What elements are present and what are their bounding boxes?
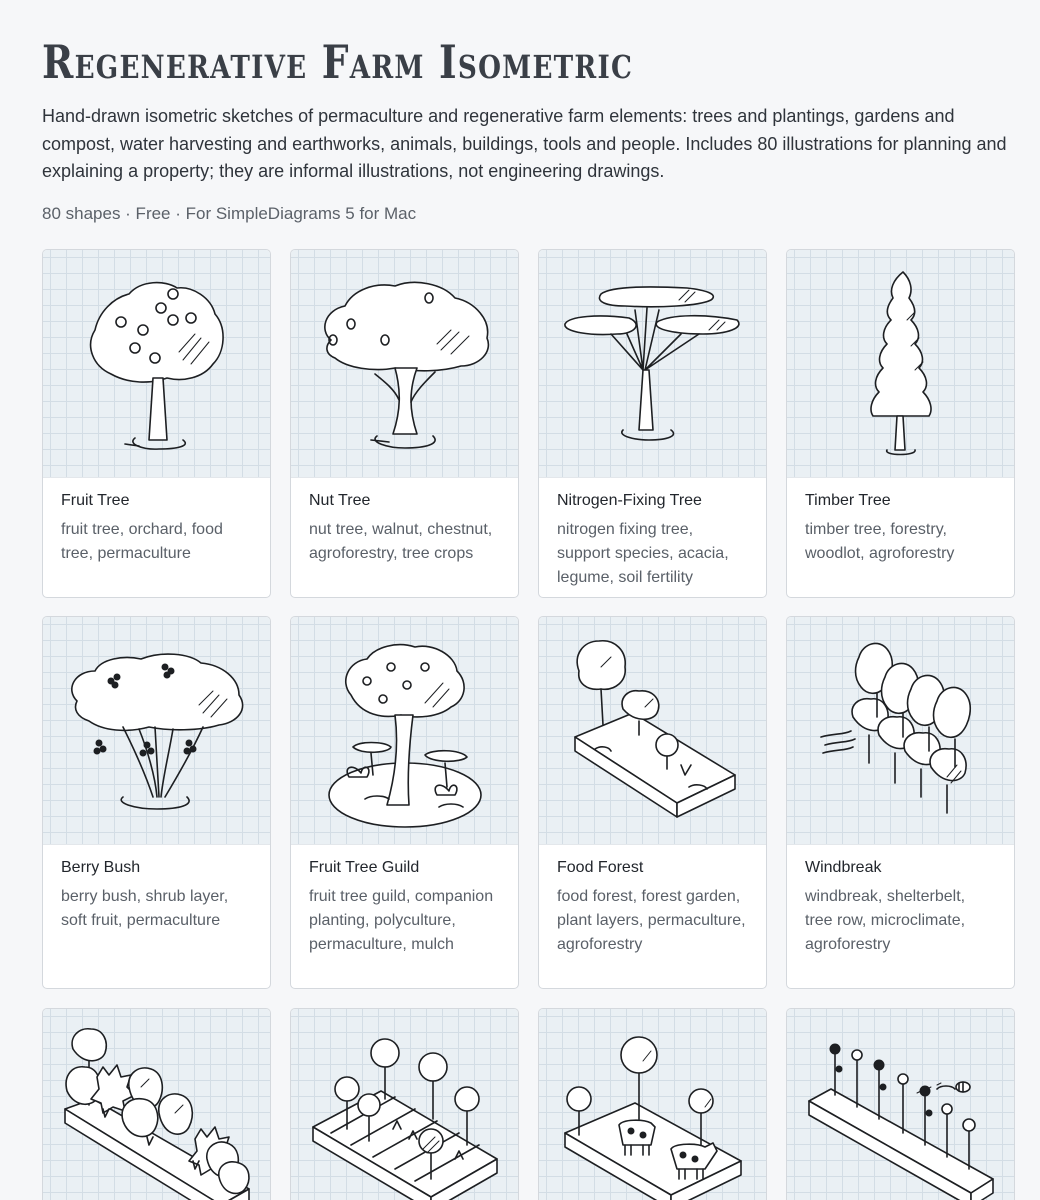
- shape-card-berry-bush[interactable]: [42, 616, 271, 989]
- card-tags: berry bush, shrub layer, soft fruit, permaculture: [61, 888, 229, 929]
- shape-card-row3-1[interactable]: [42, 1008, 271, 1200]
- food-forest-icon: [539, 617, 767, 845]
- shape-card-nut-tree[interactable]: [290, 249, 519, 598]
- hedgerow-icon: [43, 1009, 271, 1200]
- card-tags: fruit tree guild, companion planting, polyculture, permaculture, mulch: [309, 888, 494, 953]
- shape-card-row3-3[interactable]: [538, 1008, 767, 1200]
- pollinator-strip-icon: [787, 1009, 1015, 1200]
- card-title: Timber Tree: [805, 492, 891, 509]
- shape-card-fruit-tree-guild[interactable]: [290, 616, 519, 989]
- shape-card-food-forest[interactable]: [538, 616, 767, 989]
- card-tags: nitrogen fixing tree, support species, acacia, legume, soil fertility: [557, 521, 729, 586]
- timber-tree-icon: [787, 250, 1015, 478]
- fruit-tree-guild-icon: [291, 617, 519, 845]
- card-tags: nut tree, walnut, chestnut, agroforestry, tree crops: [309, 521, 493, 562]
- shape-card-windbreak[interactable]: [786, 616, 1015, 989]
- card-tags: windbreak, shelterbelt, tree row, microclimate, agroforestry: [805, 888, 966, 953]
- card-title: Food Forest: [557, 859, 644, 876]
- card-title: Fruit Tree: [61, 492, 130, 509]
- page-title: Regenerative Farm Isometric: [42, 35, 634, 89]
- page: [42, 0, 1014, 953]
- card-thumbnail: [539, 1009, 766, 1200]
- shape-card-nitrogen-fixing-tree[interactable]: [538, 249, 767, 598]
- page-description: Hand-drawn isometric sketches of permaculture and regenerative farm elements: trees and plantings, gardens and compost, water harvesting and earthworks, animals, buildings, tools and people. Includes 80 illustrations for planning and explaining a property; they are informal illustrations, not engineering drawings.: [42, 106, 1007, 181]
- card-tags: fruit tree, orchard, food tree, permaculture: [61, 521, 223, 562]
- shape-card-row3-2[interactable]: [290, 1008, 519, 1200]
- card-thumbnail: [291, 1009, 518, 1200]
- card-title: Nitrogen-Fixing Tree: [557, 492, 702, 509]
- card-title: Berry Bush: [61, 859, 141, 876]
- card-thumbnail: [43, 250, 270, 478]
- card-title: Nut Tree: [309, 492, 371, 509]
- shape-card-fruit-tree[interactable]: [42, 249, 271, 598]
- berry-bush-icon: [43, 617, 271, 845]
- card-thumbnail: [787, 250, 1014, 478]
- card-tags: timber tree, forestry, woodlot, agroforestry: [805, 521, 955, 562]
- card-thumbnail: [539, 617, 766, 845]
- card-tags: food forest, forest garden, plant layers, permaculture, agroforestry: [557, 888, 746, 953]
- fruit-tree-icon: [43, 250, 271, 478]
- shape-card-timber-tree[interactable]: [786, 249, 1015, 598]
- windbreak-icon: [787, 617, 1015, 845]
- nut-tree-icon: [291, 250, 519, 478]
- silvopasture-icon: [539, 1009, 767, 1200]
- pack-meta: 80 shapes · Free · For SimpleDiagrams 5 for Mac: [42, 203, 417, 223]
- alley-cropping-icon: [291, 1009, 519, 1200]
- card-thumbnail: [787, 1009, 1014, 1200]
- card-thumbnail: [291, 250, 518, 478]
- card-thumbnail: [539, 250, 766, 478]
- card-thumbnail: [43, 617, 270, 845]
- card-title: Windbreak: [805, 859, 882, 876]
- card-title: Fruit Tree Guild: [309, 859, 420, 876]
- shape-card-row3-4[interactable]: [786, 1008, 1015, 1200]
- card-thumbnail: [43, 1009, 270, 1200]
- nitrogen-fixing-tree-icon: [539, 250, 767, 478]
- card-thumbnail: [291, 617, 518, 845]
- card-thumbnail: [787, 617, 1014, 845]
